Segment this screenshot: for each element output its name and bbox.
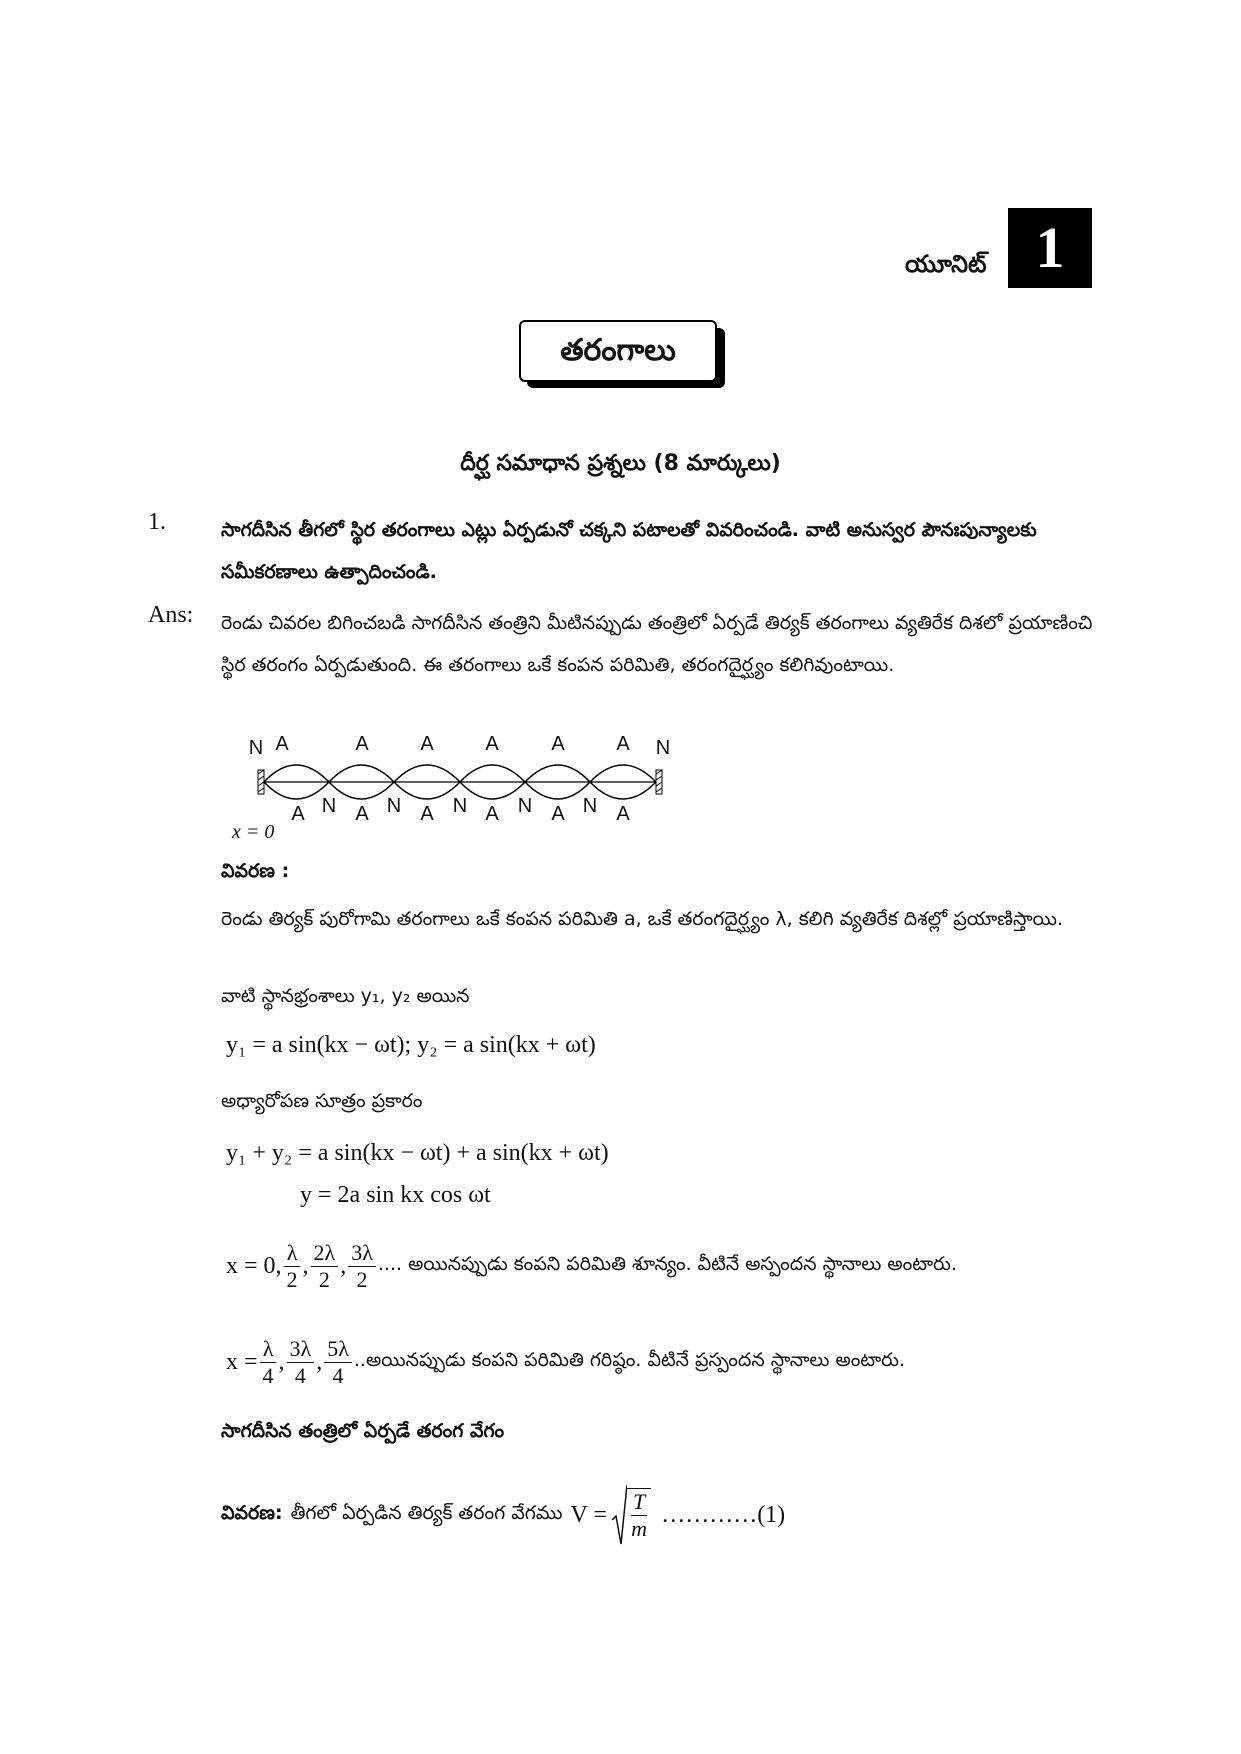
fraction-numerator: 3λ (348, 1240, 376, 1267)
diagram-top-label: A (275, 733, 289, 755)
unit-label: యూనిట్ (905, 250, 987, 278)
diagram-bottom-label: N (582, 795, 598, 817)
sqrt-icon (611, 1484, 627, 1546)
diagram-bottom-label: A (551, 803, 565, 825)
fraction-numerator: λ (284, 1240, 301, 1267)
displacement-line: వాటి స్థానభ్రంశాలు y₁, y₂ అయిన (221, 985, 470, 1007)
fraction-numerator: 3λ (287, 1336, 315, 1363)
chapter-title: తరంగాలు (519, 320, 717, 382)
diagram-bottom-label: N (452, 795, 468, 817)
nodes-prefix: x = 0, (226, 1253, 282, 1279)
antinodes-fraction (287, 1336, 315, 1389)
diagram-bottom-label: N (517, 795, 533, 817)
nodes-fraction (284, 1240, 301, 1293)
diagram-top-label: A (355, 733, 369, 755)
velocity-section-title: సాగదీసిన తంత్రిలో ఏర్పడే తరంగ వేగం (221, 1420, 505, 1442)
diagram-top-label: A (485, 733, 499, 755)
diagram-bottom-label: A (420, 803, 434, 825)
fraction-denominator: 4 (294, 1363, 306, 1388)
standing-wave-diagram (220, 730, 690, 855)
equation-reference: …………(1) (661, 1501, 786, 1528)
diagram-bottom-label: A (291, 803, 305, 825)
answer-label: Ans: (148, 602, 194, 628)
upper-envelope (264, 765, 656, 782)
equation-sum: y₁ + y₂ = a sin(kx − ωt) + a sin(kx + ωt) (226, 1140, 609, 1166)
diagram-origin-label: x = 0 (232, 821, 275, 843)
diagram-bottom-label: A (355, 803, 369, 825)
fraction-numerator: 2λ (311, 1240, 339, 1267)
nodes-text: .... అయినప్పుడు కంపని పరిమితి శూన్యం. వీటినే అస్పందన స్థానాలు అంటారు. (377, 1253, 957, 1275)
explanation-label: వివరణ : (221, 860, 290, 882)
antinodes-condition: x = $\frac{\lambda}{4}$ , $\frac{3\lambda}{4}$ , $\frac{5\lambda}{4}$ ..అయినప్పుడు కంపని పరిమితి గరిష్ఠం. వీటినే ప్రస్పందన స్థానాలు అంటారు. (226, 1336, 906, 1388)
velocity-line (221, 1484, 785, 1546)
equation-result: y = 2a sin kx cos ωt (300, 1182, 491, 1208)
superposition-principle: అధ్యారోపణ సూత్రం ప్రకారం (221, 1090, 423, 1112)
sqrt-radicand (627, 1488, 651, 1542)
question-text: సాగదీసిన తీగలో స్థిర తరంగాలు ఎట్లు ఏర్పడునో చక్కని పటాలతో వివరించండి. వాటి అనుస్వర పౌనఃపున్యాలకు సమీకరణాలు ఉత్పాదించండి. (221, 519, 1037, 583)
section-title: దీర్ఘ సమాధాన ప్రశ్నలు (8 మార్కులు) (460, 451, 781, 476)
velocity-symbol: V = (570, 1501, 607, 1528)
fraction-denominator: 2 (356, 1267, 368, 1292)
diagram-bottom-label: N (386, 795, 402, 817)
antinodes-prefix: x = (226, 1349, 258, 1375)
unit-number-badge: 1 (1008, 208, 1092, 288)
explanation-paragraph: రెండు తిర్యక్ పురోగామి తరంగాలు ఒకే కంపన పరిమితి a, ఒకే తరంగదైర్ఘ్యం λ, కలిగి వ్యతిరేక దిశల్లో ప్రయాణిస్తాయి. (221, 908, 1064, 930)
diagram-top-label: A (551, 733, 565, 755)
nodes-fraction (348, 1240, 376, 1293)
antinodes-fraction (324, 1336, 352, 1389)
fraction-numerator: 5λ (324, 1336, 352, 1363)
fraction-denominator: 4 (332, 1363, 344, 1388)
left-clamp (258, 770, 264, 794)
velocity-formula (611, 1484, 651, 1546)
nodes-fraction (311, 1240, 339, 1293)
right-clamp (656, 770, 662, 794)
velocity-label: వివరణ: (221, 1501, 283, 1524)
diagram-bottom-label: A (616, 803, 630, 825)
fraction-numerator: λ (260, 1336, 277, 1363)
diagram-top-label: A (616, 733, 630, 755)
velocity-denominator: m (631, 1516, 647, 1541)
diagram-top-label: N (248, 737, 264, 759)
answer-text: రెండు చివరల బిగించబడి సాగదీసిన తంత్రిని మీటినప్పుడు తంత్రిలో ఏర్పడే తిర్యక్ తరంగాలు వ్యతిరేక దిశలో ప్రయాణించి స్థిర తరంగం ఏర్పడుతుంది. ఈ తరంగాలు ఒకే కంపన పరిమితి, తరంగదైర్ఘ్యం కలిగివుంటాయి. (221, 612, 1093, 676)
diagram-bottom-label: A (485, 803, 499, 825)
diagram-bottom-label: N (321, 795, 337, 817)
fraction-denominator: 2 (286, 1267, 298, 1292)
nodes-condition: x = 0, $\frac{\lambda}{2}$ , $\frac{2\lambda}{2}$ , $\frac{3\lambda}{2}$ .... అయినప్పుడు కంపని పరిమితి శూన్యం. వీటినే అస్పందన స్థానాలు అంటారు. (226, 1240, 957, 1292)
question-number: 1. (148, 509, 166, 535)
equation-y1-y2: y₁ = a sin(kx − ωt); y₂ = a sin(kx + ωt) (226, 1032, 596, 1058)
velocity-text: తీగలో ఏర్పడిన తిర్యక్ తరంగ వేగము (290, 1501, 563, 1524)
fraction-denominator: 4 (262, 1363, 274, 1388)
diagram-top-label: N (655, 737, 671, 759)
velocity-numerator: T (632, 1489, 646, 1514)
antinodes-fraction (260, 1336, 277, 1389)
diagram-top-label: A (420, 733, 434, 755)
fraction-denominator: 2 (318, 1267, 330, 1292)
antinodes-text: ..అయినప్పుడు కంపని పరిమితి గరిష్ఠం. వీటినే ప్రస్పందన స్థానాలు అంటారు. (353, 1349, 906, 1371)
